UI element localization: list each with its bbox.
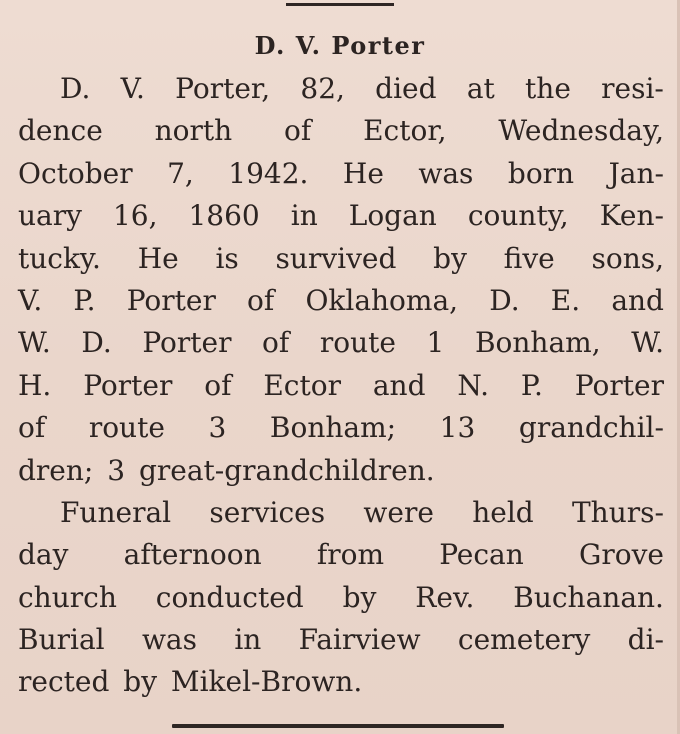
word: of [247,283,275,317]
word: at [466,72,495,105]
word: W. [631,326,664,360]
text-line [18,280,664,322]
word: held [472,495,534,529]
line-words [18,110,664,152]
word: Ector [263,368,341,402]
word: Bonham; [269,411,397,445]
word: P. [520,368,543,402]
word: 16, [112,199,158,233]
word: in [234,623,262,657]
word: is [215,241,239,275]
word: Logan [348,199,437,233]
word: cemetery [457,623,591,657]
word: Pecan [439,538,524,572]
word: Porter [83,368,173,402]
word: north [154,114,233,148]
text-line [18,534,664,576]
word: from [316,538,385,572]
word: of [204,368,232,402]
word: county, [467,199,569,233]
word: five [503,241,555,275]
word: V. [18,283,43,317]
text-line [18,492,664,534]
word: Grove [578,538,664,572]
text-line [18,619,664,661]
word: V. [120,72,145,105]
word: E. [550,283,581,317]
word: services [209,495,326,529]
word: route [88,411,165,445]
word: Oklahoma, [305,283,459,317]
text-line [18,110,664,152]
word: route [319,326,396,360]
word: 1 [426,326,445,360]
word: grandchil- [518,411,664,445]
word: by [433,241,467,275]
word: was [141,623,197,657]
word: born [507,156,575,190]
word: N. [457,368,489,402]
word: day [18,538,69,572]
word: Ken- [599,199,664,233]
word: 1942. [228,156,309,190]
word: in [290,199,318,233]
word: by [342,580,377,614]
text-line [18,238,664,280]
word: was [418,156,474,190]
word: W. [18,326,51,360]
word: D. [489,283,520,317]
line-words [18,365,664,407]
text-line [18,450,664,492]
line-words: rected by Mikel-Brown. [18,665,363,699]
word: Porter [142,326,232,360]
word: sons, [591,241,664,275]
word: resi- [601,72,664,105]
line-words [18,153,664,195]
line-words [18,577,664,619]
word: P. [73,283,96,317]
word: 13 [439,411,476,445]
word: Wednesday, [498,114,664,148]
text-line [18,68,664,110]
word: church [18,580,117,614]
word: Fairview [298,623,421,657]
line-words [18,195,664,237]
text-line [18,365,664,407]
line-words: dren; 3 great-grandchildren. [18,453,435,487]
word: died [375,72,437,105]
text-line [18,661,664,703]
bottom-rule [172,724,504,728]
word: H. [18,368,52,402]
word: October [18,156,133,190]
word: He [342,156,384,190]
word: uary [18,199,82,233]
line-words [18,534,664,576]
word: 3 [208,411,227,445]
word: conducted [155,580,304,614]
word: Funeral [60,495,172,529]
word: Thurs- [572,495,664,529]
line-words [18,280,664,322]
line-words [18,407,664,449]
word: Porter, [175,72,271,105]
text-line [18,577,664,619]
text-line [18,153,664,195]
line-words [18,322,664,364]
word: of [262,326,290,360]
text-line [18,407,664,449]
top-rule [286,3,394,6]
word: were [363,495,434,529]
word: 1860 [188,199,260,233]
word: of [18,411,46,445]
word: D. [60,72,91,105]
word: Rev. [415,580,475,614]
word: He [137,241,179,275]
word: and [372,368,426,402]
line-words [18,619,664,661]
word: Bonham, [474,326,601,360]
article-body [18,68,664,704]
word: D. [81,326,112,360]
word: and [611,283,664,317]
word: di- [627,623,664,657]
word: afternoon [123,538,262,572]
text-line [18,322,664,364]
line-words [60,492,664,534]
word: Jan- [608,156,664,190]
word: Ector, [363,114,447,148]
word: Burial [18,623,105,657]
text-line [18,195,664,237]
word: tucky. [18,241,101,275]
word: dence [18,114,103,148]
word: survived [275,241,397,275]
word: Porter [126,283,216,317]
line-words [18,238,664,280]
line-words [60,68,664,110]
word: of [284,114,312,148]
word: Porter [574,368,664,402]
word: 7, [167,156,194,190]
word: the [525,72,571,105]
article-headline: D. V. Porter [254,31,426,60]
word: 82, [300,72,345,105]
word: Buchanan. [513,580,664,614]
